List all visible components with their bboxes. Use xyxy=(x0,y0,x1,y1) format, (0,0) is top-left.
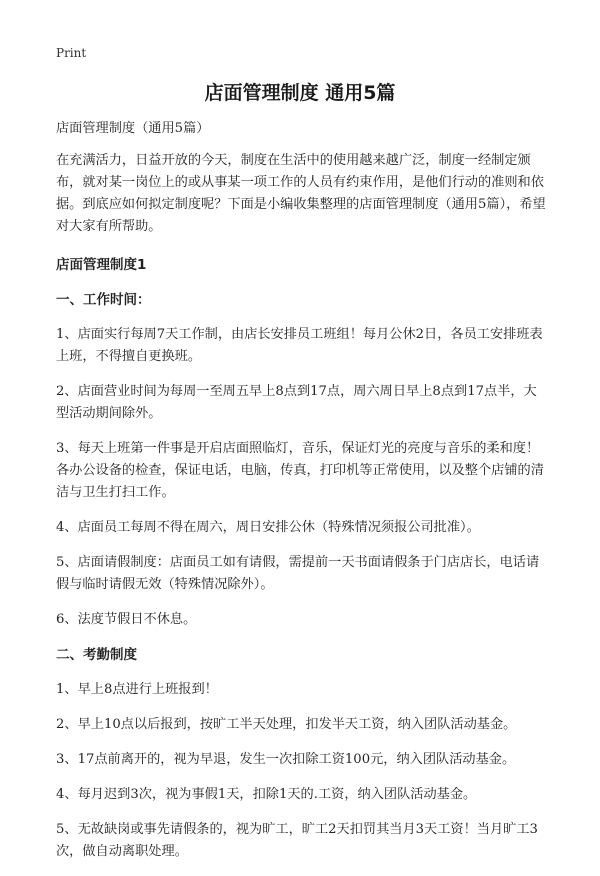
part1-item-1: 1、店面实行每周7天工作制，由店长安排员工班组！每月公休2日，各员工安排班表上班，不得擅自更换班。 xyxy=(56,327,543,364)
document-body xyxy=(56,118,548,876)
part1-item-5: 5、店面请假制度：店面员工如有请假，需提前一天书面请假条于门店店长，电话请假与临时请假无效（特殊情况除外）。 xyxy=(56,555,540,592)
intro-paragraph: 在充满活力，日益开放的今天，制度在生活中的使用越来越广泛，制度一经制定颁布，就对某一岗位上的或从事某一项工作的人员有约束作用，是他们行动的准则和依据。到底应如何拟定制度呢？下面是小编收集整理的店面管理制度（通用5篇），希望对大家有所帮助。 xyxy=(56,153,546,234)
part1-item-6: 6、法度节假日不休息。 xyxy=(56,612,197,627)
part2-item-4: 4、每月迟到3次，视为事假1天，扣除1天的.工资，纳入团队活动基金。 xyxy=(56,787,477,802)
part1-item-4: 4、店面员工每周不得在周六，周日安排公休（特殊情况须报公司批准）。 xyxy=(56,520,480,535)
print-link[interactable]: Print xyxy=(56,46,87,60)
section-title: 店面管理制度1 xyxy=(56,257,147,273)
part2-item-5: 5、无故缺岗或事先请假条的，视为旷工，旷工2天扣罚其当月3天工资！当月旷工3次，做自动离职处理。 xyxy=(56,822,538,859)
part1-heading: 一、工作时间： xyxy=(56,292,151,308)
document-title: 店面管理制度 通用5篇 xyxy=(204,82,396,104)
part2-item-2: 2、早上10点以后报到，按旷工半天处理，扣发半天工资，纳入团队活动基金。 xyxy=(56,717,517,732)
part1-item-2: 2、店面营业时间为每周一至周五早上8点到17点，周六周日早上8点到17点半，大型活动期间除外。 xyxy=(56,384,537,421)
part2-heading: 二、考勤制度 xyxy=(56,647,137,663)
part1-item-3: 3、每天上班第一件事是开启店面照临灯，音乐，保证灯光的亮度与音乐的柔和度！各办公设备的检查，保证电话，电脑，传真，打印机等正常使用，以及整个店铺的清洁与卫生打扫工作。 xyxy=(56,441,544,500)
part2-item-3: 3、17点前离开的，视为早退，发生一次扣除工资100元，纳入团队活动基金。 xyxy=(56,752,516,767)
document-subtitle: 店面管理制度（通用5篇） xyxy=(56,121,210,136)
part2-item-1: 1、早上8点进行上班报到！ xyxy=(56,682,218,697)
